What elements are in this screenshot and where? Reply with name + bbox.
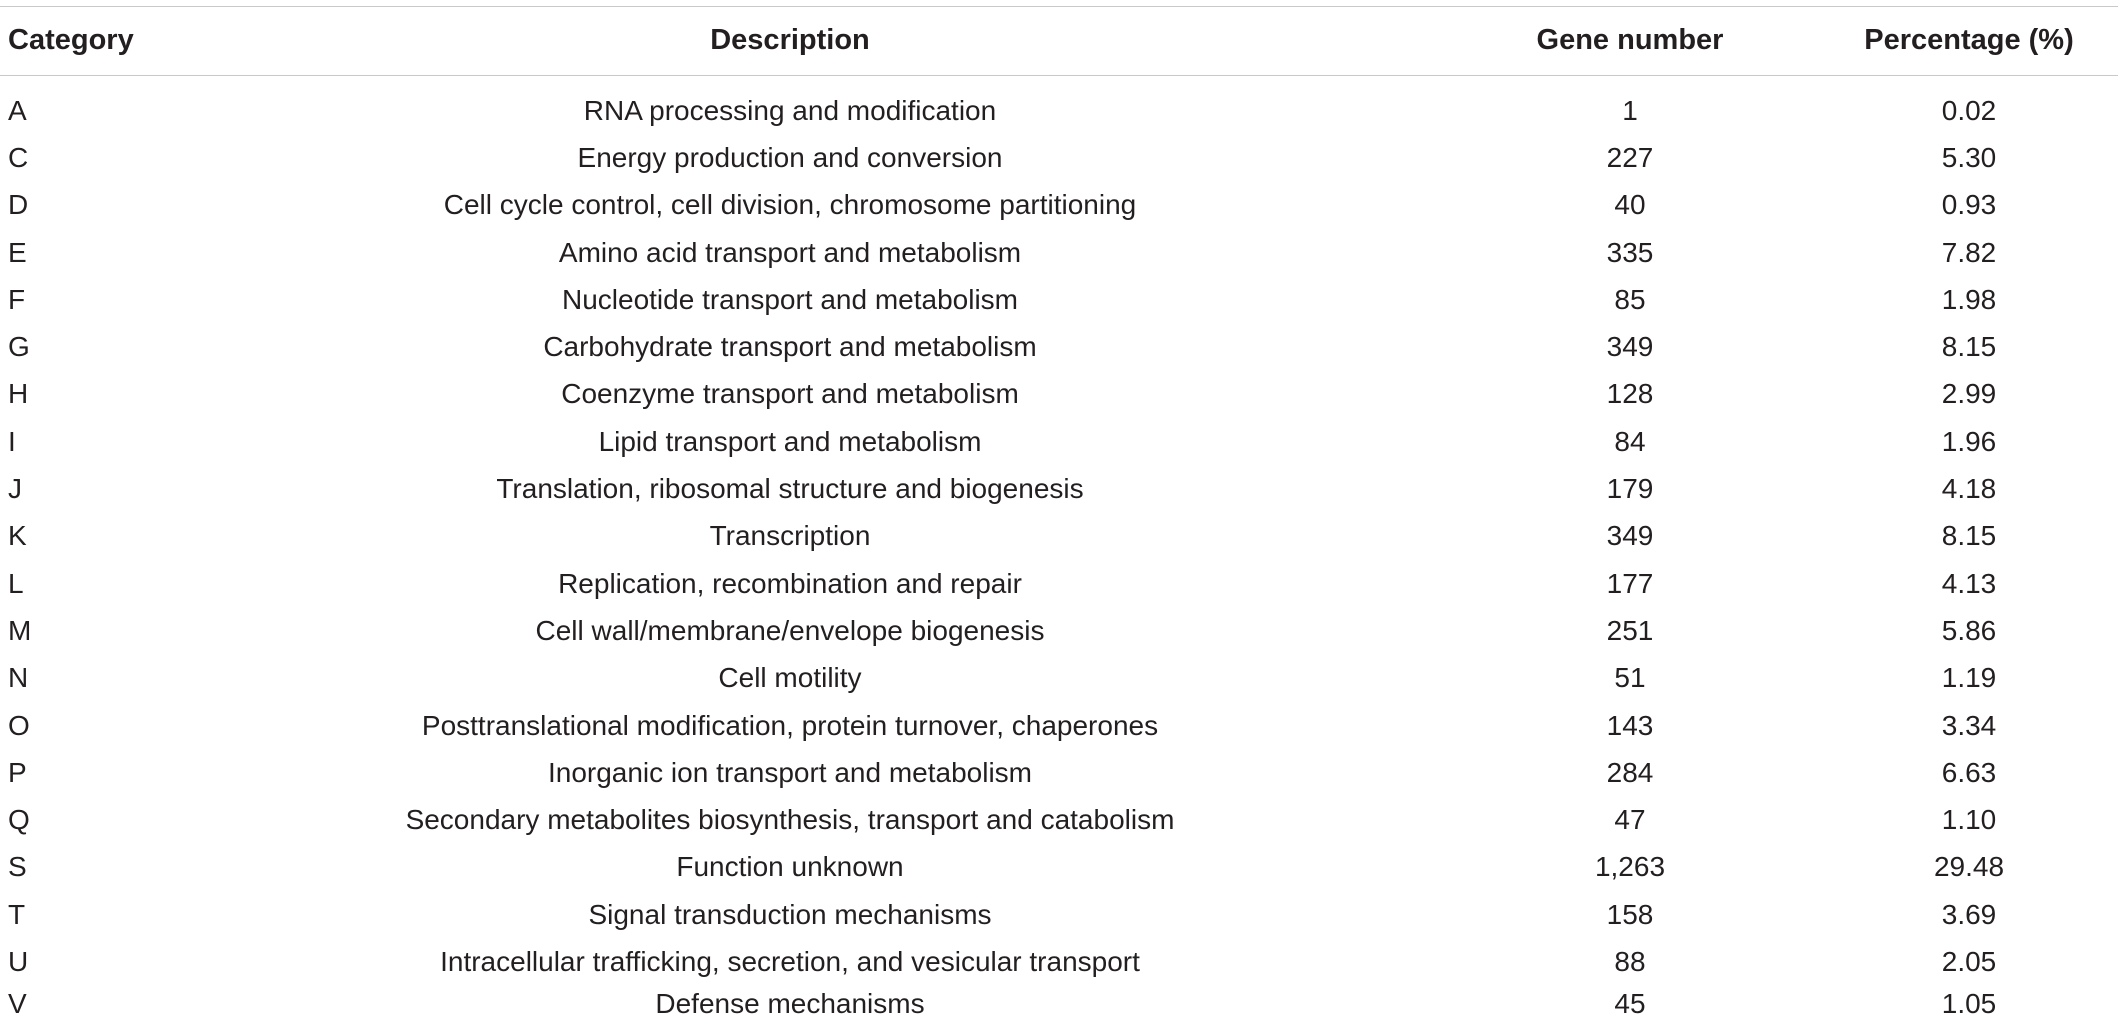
- gene-number-cell: 40: [1614, 189, 1646, 221]
- category-cell: N: [8, 662, 29, 694]
- header-gene-number: Gene number: [1536, 24, 1724, 56]
- percentage-cell: 7.82: [1941, 236, 1997, 268]
- percentage-cell: 2.99: [1941, 378, 1997, 410]
- category-cell: M: [8, 614, 32, 646]
- header-description: Description: [710, 24, 870, 56]
- category-cell: T: [8, 898, 26, 930]
- gene-number-cell: 177: [1606, 567, 1654, 599]
- percentage-cell: 1.19: [1941, 662, 1997, 694]
- gene-number-cell: 85: [1614, 283, 1646, 315]
- table-row: [0, 182, 2118, 229]
- gene-number-cell: 1: [1622, 94, 1638, 126]
- header-percentage: Percentage (%): [1864, 24, 2074, 56]
- percentage-cell: 2.05: [1941, 946, 1997, 978]
- description-cell: Translation, ribosomal structure and biogenesis: [496, 473, 1084, 505]
- percentage-cell: 8.15: [1941, 520, 1997, 552]
- description-cell: Coenzyme transport and metabolism: [561, 378, 1019, 410]
- gene-number-cell: 84: [1614, 425, 1646, 457]
- gene-number-cell: 128: [1606, 378, 1654, 410]
- percentage-cell: 4.18: [1941, 473, 1997, 505]
- table-row: [0, 465, 2118, 512]
- description-cell: Replication, recombination and repair: [558, 567, 1022, 599]
- category-cell: S: [8, 851, 27, 883]
- table-row: [0, 749, 2118, 796]
- description-cell: Transcription: [709, 520, 871, 552]
- category-cell: P: [8, 756, 27, 788]
- category-cell: L: [8, 567, 24, 599]
- gene-number-cell: 349: [1606, 331, 1654, 363]
- table-row: [0, 276, 2118, 323]
- gene-number-cell: 45: [1614, 987, 1646, 1019]
- category-cell: V: [8, 987, 27, 1019]
- table-row: [0, 655, 2118, 702]
- category-cell: U: [8, 946, 29, 978]
- percentage-cell: 0.02: [1941, 94, 1997, 126]
- table-header-row: [0, 6, 2118, 75]
- gene-number-cell: 251: [1606, 614, 1654, 646]
- description-cell: Cell motility: [718, 662, 862, 694]
- percentage-cell: 4.13: [1941, 567, 1997, 599]
- table-row: [0, 560, 2118, 607]
- table-row: [0, 702, 2118, 749]
- percentage-cell: 5.86: [1941, 614, 1997, 646]
- percentage-cell: 1.96: [1941, 425, 1997, 457]
- gene-number-cell: 1,263: [1594, 851, 1666, 883]
- percentage-cell: 0.93: [1941, 189, 1997, 221]
- percentage-cell: 3.34: [1941, 709, 1997, 741]
- table-row: [0, 134, 2118, 181]
- table-row: [0, 87, 2118, 134]
- table-row: [0, 797, 2118, 844]
- table-row: [0, 324, 2118, 371]
- table-row: [0, 980, 2118, 1027]
- table-row: [0, 229, 2118, 276]
- table-row: [0, 891, 2118, 938]
- category-cell: J: [8, 473, 22, 505]
- description-cell: Inorganic ion transport and metabolism: [547, 756, 1033, 788]
- category-cell: H: [8, 378, 29, 410]
- table-row: [0, 371, 2118, 418]
- description-cell: Cell wall/membrane/envelope biogenesis: [535, 614, 1045, 646]
- category-cell: A: [8, 94, 27, 126]
- category-cell: C: [8, 141, 29, 173]
- table-header-rule: [0, 75, 2118, 76]
- gene-number-cell: 227: [1606, 141, 1654, 173]
- table-row: [0, 607, 2118, 654]
- table-row: [0, 418, 2118, 465]
- header-category: Category: [8, 24, 134, 56]
- table-row: [0, 938, 2118, 985]
- description-cell: Energy production and conversion: [577, 141, 1003, 173]
- description-cell: Cell cycle control, cell division, chromosome partitioning: [443, 189, 1137, 221]
- gene-number-cell: 349: [1606, 520, 1654, 552]
- category-cell: G: [8, 331, 30, 363]
- category-cell: E: [8, 236, 27, 268]
- description-cell: Carbohydrate transport and metabolism: [543, 331, 1037, 363]
- percentage-cell: 5.30: [1941, 141, 1997, 173]
- description-cell: Defense mechanisms: [655, 987, 925, 1019]
- description-cell: Secondary metabolites biosynthesis, transport and catabolism: [405, 804, 1175, 836]
- description-cell: Lipid transport and metabolism: [598, 425, 982, 457]
- table-row: [0, 513, 2118, 560]
- category-cell: Q: [8, 804, 30, 836]
- gene-number-cell: 47: [1614, 804, 1646, 836]
- category-cell: F: [8, 283, 26, 315]
- percentage-cell: 1.05: [1941, 987, 1997, 1019]
- description-cell: Nucleotide transport and metabolism: [561, 283, 1018, 315]
- description-cell: RNA processing and modification: [583, 94, 997, 126]
- description-cell: Amino acid transport and metabolism: [558, 236, 1022, 268]
- gene-number-cell: 143: [1606, 709, 1654, 741]
- description-cell: Posttranslational modification, protein turnover, chaperones: [421, 709, 1159, 741]
- gene-number-cell: 158: [1606, 898, 1654, 930]
- percentage-cell: 29.48: [1933, 851, 2005, 883]
- gene-number-cell: 335: [1606, 236, 1654, 268]
- percentage-cell: 3.69: [1941, 898, 1997, 930]
- description-cell: Intracellular trafficking, secretion, and vesicular transport: [440, 946, 1140, 978]
- percentage-cell: 8.15: [1941, 331, 1997, 363]
- table-row: [0, 844, 2118, 891]
- gene-number-cell: 179: [1606, 473, 1654, 505]
- percentage-cell: 1.98: [1941, 283, 1997, 315]
- percentage-cell: 1.10: [1941, 804, 1997, 836]
- description-cell: Signal transduction mechanisms: [588, 898, 992, 930]
- gene-number-cell: 88: [1614, 946, 1646, 978]
- percentage-cell: 6.63: [1941, 756, 1997, 788]
- category-cell: K: [8, 520, 27, 552]
- category-cell: I: [8, 425, 16, 457]
- gene-number-cell: 51: [1614, 662, 1646, 694]
- category-cell: D: [8, 189, 29, 221]
- category-cell: O: [8, 709, 30, 741]
- gene-number-cell: 284: [1606, 756, 1654, 788]
- description-cell: Function unknown: [676, 851, 904, 883]
